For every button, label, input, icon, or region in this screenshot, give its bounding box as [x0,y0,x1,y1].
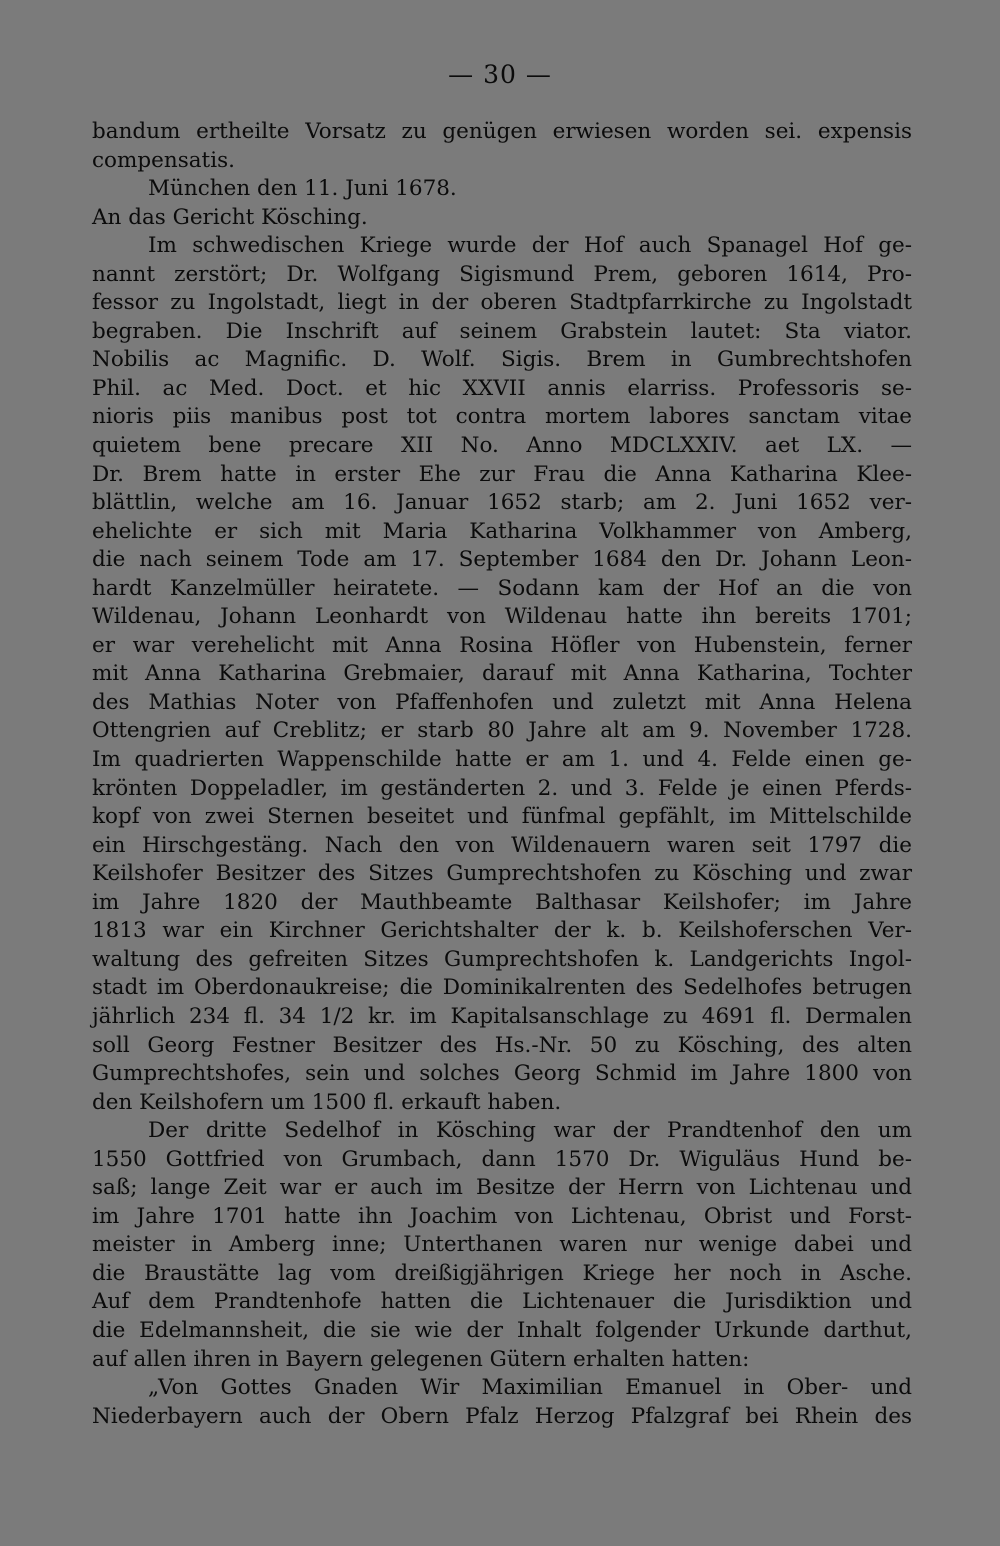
text-line: 1813 war ein Kirchner Gerichtshalter der k. b. Keilshoferschen Ver- [92,918,912,944]
text-line: hardt Kanzelmüller heiratete. — Sodann kam der Hof an die von [92,575,912,601]
text-line: Nobilis ac Magnific. D. Wolf. Sigis. Brem in Gumbrechtshofen [92,347,912,373]
text-line: 1550 Gottfried von Grumbach, dann 1570 Dr. Wiguläus Hund be- [92,1146,912,1172]
text-line: Im quadrierten Wappenschilde hatte er am 1. und 4. Felde einen ge- [92,747,912,773]
text-line: den Keilshofern um 1500 fl. erkauft haben. [92,1089,562,1115]
text-line: saß; lange Zeit war er auch im Besitze der Herrn von Lichtenau und [92,1175,912,1201]
text-line: bandum ertheilte Vorsatz zu genügen erwiesen worden sei. expensis [92,119,912,144]
text-line: Auf dem Prandtenhofe hatten die Lichtenauer die Jurisdiktion und [92,1289,912,1315]
text-line: soll Georg Festner Besitzer des Hs.-Nr. 50 zu Kösching, des alten [92,1032,912,1058]
text-line: blättlin, welche am 16. Januar 1652 starb; am 2. Juni 1652 ver- [92,490,912,516]
text-line: begraben. Die Inschrift auf seinem Grabstein lautet: Sta viator. [92,318,912,344]
body-text [92,118,912,1431]
page-number: — 30 — [448,60,552,89]
text-line: im Jahre 1701 hatte ihn Joachim von Lichtenau, Obrist und Forst- [92,1203,912,1229]
text-line: Wildenau, Johann Leonhardt von Wildenau hatte ihn bereits 1701; [92,604,912,630]
text-line: Der dritte Sedelhof in Kösching war der Prandtenhof den um [148,1118,912,1144]
text-line: Dr. Brem hatte in erster Ehe zur Frau die Anna Katharina Klee- [92,461,912,487]
text-line: nioris piis manibus post tot contra mortem labores sanctam vitae [92,404,912,430]
text-line: nannt zerstört; Dr. Wolfgang Sigismund Prem, geboren 1614, Pro- [92,261,912,287]
text-line: auf allen ihren in Bayern gelegenen Gütern erhalten hatten: [92,1346,750,1372]
text-line: Keilshofer Besitzer des Sitzes Gumprechtshofen zu Kösching und zwar [92,861,912,887]
text-line: Gumprechtshofes, sein und solches Georg Schmid im Jahre 1800 von [92,1061,912,1087]
text-line: meister in Amberg inne; Unterthanen waren nur wenige dabei und [92,1232,912,1258]
text-line: An das Gericht Kösching. [92,204,368,230]
text-line: „Von Gottes Gnaden Wir Maximilian Emanuel in Ober- und [148,1375,912,1401]
text-line: quietem bene precare XII No. Anno MDCLXXIV. aet LX. — [92,433,912,459]
text-line: stadt im Oberdonaukreise; die Dominikalrenten des Sedelhofes betrugen [92,975,912,1001]
text-line: Niederbayern auch der Obern Pfalz Herzog Pfalzgraf bei Rhein des [92,1403,912,1429]
text-line: fessor zu Ingolstadt, liegt in der oberen Stadtpfarrkirche zu Ingolstadt [92,290,912,316]
text-line: Im schwedischen Kriege wurde der Hof auch Spanagel Hof ge- [148,233,912,259]
text-line: ein Hirschgestäng. Nach den von Wildenauern waren seit 1797 die [92,832,912,858]
text-line: Ottengrien auf Creblitz; er starb 80 Jahre alt am 9. November 1728. [92,718,912,744]
text-line: die Braustätte lag vom dreißigjährigen Kriege her noch in Asche. [92,1260,912,1286]
text-line: mit Anna Katharina Grebmaier, darauf mit Anna Katharina, Tochter [92,661,912,687]
text-line: des Mathias Noter von Pfaffenhofen und zuletzt mit Anna Helena [92,689,912,715]
text-line: ehelichte er sich mit Maria Katharina Volkhammer von Amberg, [92,518,912,544]
text-line: kopf von zwei Sternen beseitet und fünfmal gepfählt, im Mittelschilde [92,804,912,830]
text-line: die Edelmannsheit, die sie wie der Inhalt folgender Urkunde darthut, [92,1317,912,1343]
text-line: im Jahre 1820 der Mauthbeamte Balthasar Keilshofer; im Jahre [92,889,912,915]
text-line: München den 11. Juni 1678. [148,176,457,202]
text-line: er war verehelicht mit Anna Rosina Höfler von Hubenstein, ferner [92,632,912,658]
text-line: compensatis. [92,147,235,173]
text-line: Phil. ac Med. Doct. et hic XXVII annis elarriss. Professoris se- [92,375,912,401]
text-line: jährlich 234 fl. 34 1/2 kr. im Kapitalsanschlage zu 4691 fl. Dermalen [92,1003,912,1029]
text-line: krönten Doppeladler, im geständerten 2. und 3. Felde je einen Pferds- [92,775,912,801]
text-line: waltung des gefreiten Sitzes Gumprechtshofen k. Landgerichts Ingol- [92,946,912,972]
text-line: die nach seinem Tode am 17. September 1684 den Dr. Johann Leon- [92,547,912,573]
